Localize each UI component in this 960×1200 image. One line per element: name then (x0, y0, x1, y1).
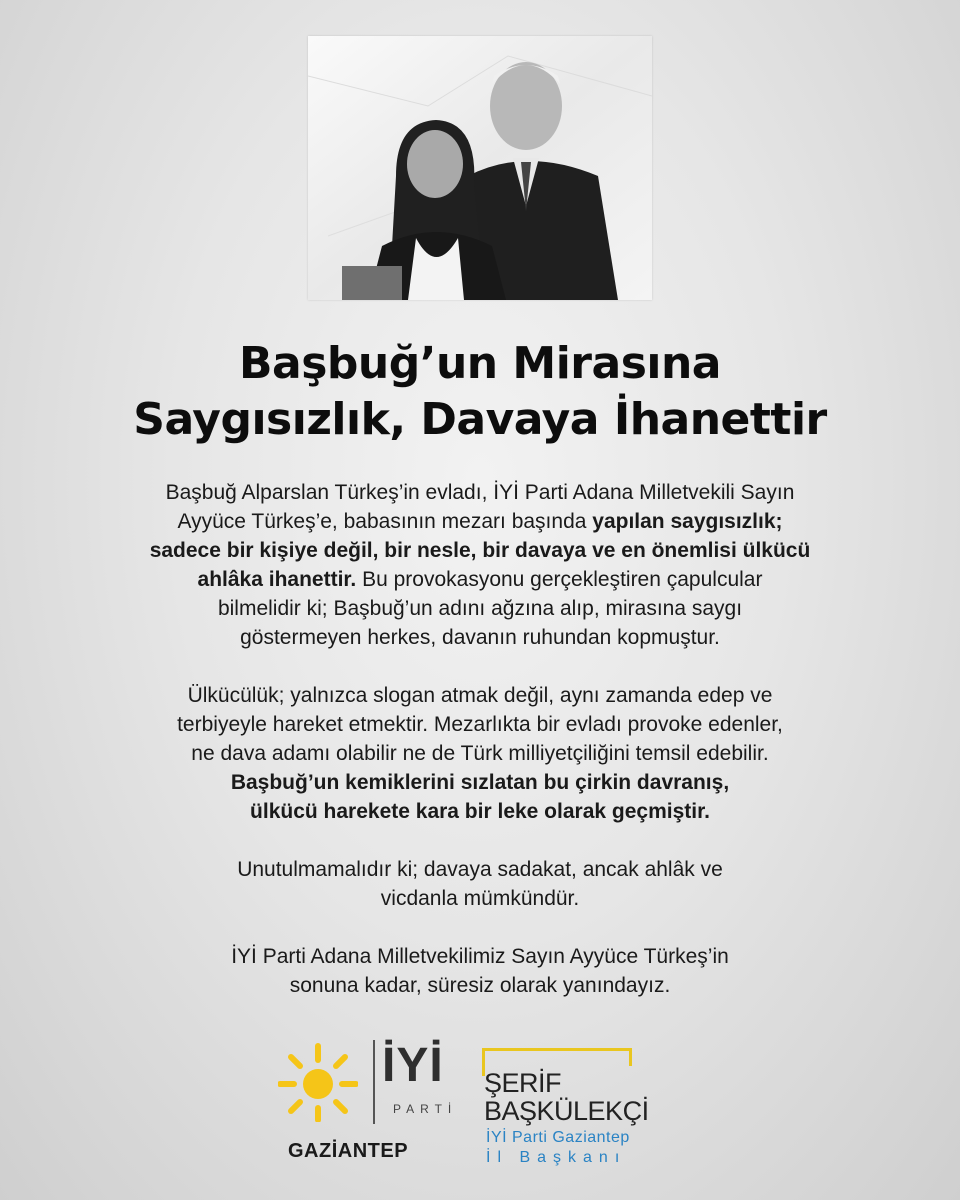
paragraph-line: göstermeyen herkes, davanın ruhundan kopmuştur. (240, 626, 720, 649)
frame-right-line (629, 1048, 632, 1066)
paragraph-3 (70, 855, 890, 913)
paragraph-line: Unutulmamalıdır ki; davaya sadakat, ancak ahlâk ve (237, 858, 723, 881)
paragraph-line: Başbuğ Alparslan Türkeş’in evladı, İYİ Parti Adana Milletvekili Sayın (165, 481, 795, 504)
paragraph-line: bilmelidir ki; Başbuğ’un adını ağzına alıp, mirasına saygı (217, 597, 743, 620)
paragraph-line: ülkücü harekete kara bir leke olarak geçmiştir. (250, 800, 710, 823)
party-logo-text: İYİ (382, 1039, 444, 1092)
portrait-illustration (308, 36, 652, 300)
paragraph-line (70, 507, 890, 536)
paragraph-line: Ülkücülük; yalnızca slogan atmak değil, aynı zamanda edep ve (187, 684, 773, 707)
signature-name-line-2: BAŞKÜLEKÇİ (484, 1096, 649, 1126)
footer-logos (0, 1030, 960, 1180)
paragraph-line: vicdanla mümkündür. (380, 887, 580, 910)
paragraph-1 (70, 478, 890, 652)
paragraph-line: sonuna kadar, süresiz olarak yanındayız. (289, 974, 671, 997)
statement-body (70, 478, 890, 1029)
paragraph-line: ne dava adamı olabilir ne de Türk milliyetçiliğini temsil edebilir. (191, 742, 769, 765)
bold-segment: ahlâka ihanettir. (197, 568, 357, 591)
sun-icon (278, 1042, 358, 1122)
paragraph-line: İYİ Parti Adana Milletvekilimiz Sayın Ayyüce Türkeş’in (231, 945, 729, 968)
text-segment: Ayyüce Türkeş’e, babasının mezarı başında (177, 510, 593, 533)
signature-role-line-1: İYİ Parti Gaziantep (486, 1129, 630, 1146)
paragraph-2 (70, 681, 890, 826)
portrait-photo (308, 36, 652, 300)
paragraph-line: terbiyeyle hareket etmektir. Mezarlıkta bir evladı provoke edenler, (177, 713, 783, 736)
signature-name-line-1: ŞERİF (484, 1068, 562, 1098)
frame-top-line (482, 1048, 632, 1051)
title-line-1: Başbuğ’un Mirasına (239, 338, 721, 389)
paragraph-line (70, 565, 890, 594)
page-title (0, 336, 960, 448)
party-logo-subtext: PARTİ (393, 1102, 458, 1116)
paragraph-line: Başbuğ’un kemiklerini sızlatan bu çirkin davranış, (230, 771, 730, 794)
paragraph-line: sadece bir kişiye değil, bir nesle, bir davaya ve en önemlisi ülkücü (149, 539, 811, 562)
city-label: GAZİANTEP (288, 1140, 409, 1162)
signature-role-line-2: İl Başkanı (486, 1149, 627, 1166)
bold-segment: yapılan saygısızlık; (592, 510, 783, 533)
title-line-2: Saygısızlık, Davaya İhanettir (133, 394, 827, 445)
text-segment: Bu provokasyonu gerçekleştiren çapulcular (356, 568, 763, 591)
logo-divider (373, 1040, 375, 1124)
paragraph-4 (70, 942, 890, 1000)
